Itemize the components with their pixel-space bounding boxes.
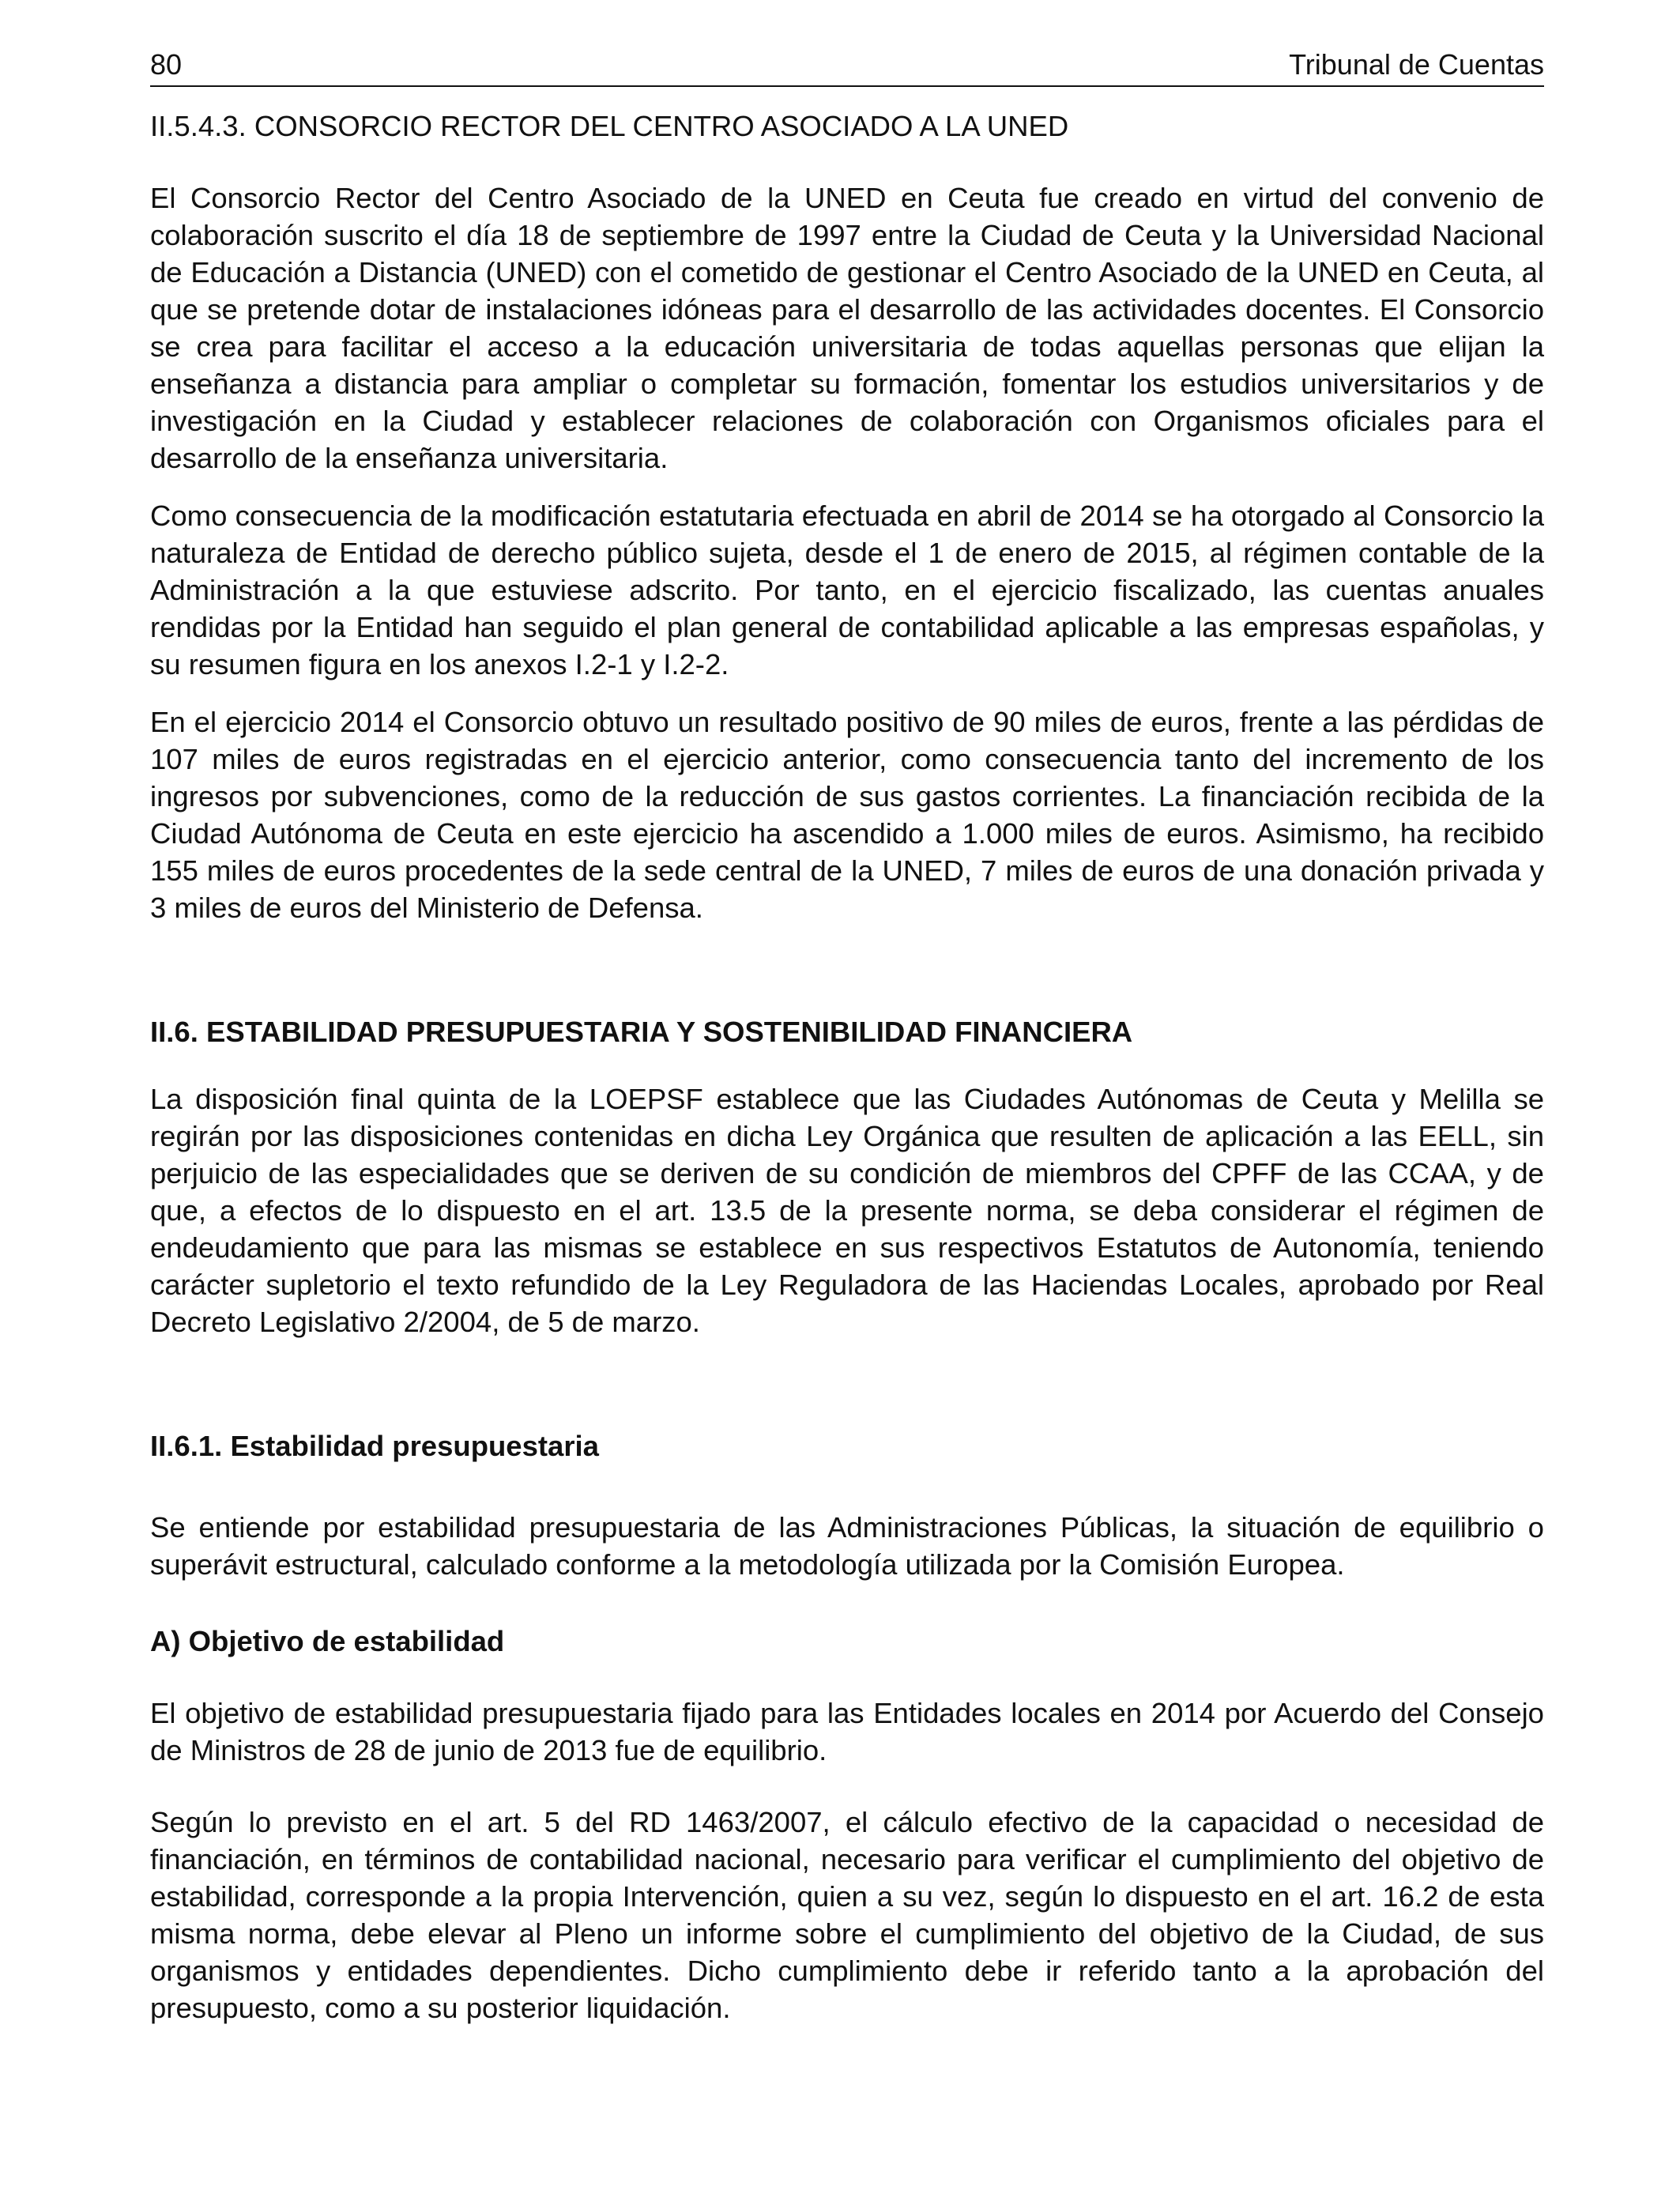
publisher-name: Tribunal de Cuentas (1289, 48, 1544, 81)
paragraph-objetivo-2: Según lo previsto en el art. 5 del RD 1463/2007, el cálculo efectivo de la capacidad o necesidad de financiación, en términos de contabilidad nacional, necesario para verificar el cumplimiento del objetivo de estabilidad, corresponde a la propia Intervención, quien a su vez, según lo dispuesto en el art. 16.2 de esta misma norma, debe elevar al Pleno un informe sobre el cumplimiento del objetivo de la Ciudad, de sus organismos y entidades dependientes. Dicho cumplimiento debe ir referido tanto a la aprobación del presupuesto, como a su posterior liquidación. (150, 1806, 1544, 2024)
document-page (150, 47, 1544, 2026)
paragraph-objetivo-1: El objetivo de estabilidad presupuestaria fijado para las Entidades locales en 2014 por Acuerdo del Consejo de Ministros de 28 de junio de 2013 fue de equilibrio. (150, 1697, 1544, 1766)
heading-objetivo-estabilidad: A) Objetivo de estabilidad (150, 1625, 505, 1657)
heading-estabilidad-sostenibilidad: II.6. ESTABILIDAD PRESUPUESTARIA Y SOSTENIBILIDAD FINANCIERA (150, 1016, 1133, 1048)
paragraph-consorcio-2: Como consecuencia de la modificación estatutaria efectuada en abril de 2014 se ha otorgado al Consorcio la naturaleza de Entidad de derecho público sujeta, desde el 1 de enero de 2015, al régimen contable de la Administración a la que estuviese adscrito. Por tanto, en el ejercicio fiscalizado, las cuentas anuales rendidas por la Entidad han seguido el plan general de contabilidad aplicable a las empresas españolas, y su resumen figura en los anexos I.2-1 y I.2-2. (150, 499, 1544, 680)
paragraph-definicion-estabilidad: Se entiende por estabilidad presupuestaria de las Administraciones Públicas, la situación de equilibrio o superávit estructural, calculado conforme a la metodología utilizada por la Comisión Europea. (150, 1511, 1544, 1581)
heading-consorcio-uned: II.5.4.3. CONSORCIO RECTOR DEL CENTRO ASOCIADO A LA UNED (150, 110, 1069, 142)
page-header (150, 47, 1544, 87)
page-number: 80 (150, 48, 183, 81)
paragraph-consorcio-1: El Consorcio Rector del Centro Asociado de la UNED en Ceuta fue creado en virtud del convenio de colaboración suscrito el día 18 de septiembre de 1997 entre la Ciudad de Ceuta y la Universidad Nacional de Educación a Distancia (UNED) con el cometido de gestionar el Centro Asociado de la UNED en Ceuta, al que se pretende dotar de instalaciones idóneas para el desarrollo de las actividades docentes. El Consorcio se crea para facilitar el acceso a la educación universitaria de todas aquellas personas que elijan la enseñanza a distancia para ampliar o completar su formación, fomentar los estudios universitarios y de investigación en la Ciudad y establecer relaciones de colaboración con Organismos oficiales para el desarrollo de la enseñanza universitaria. (150, 182, 1544, 474)
heading-estabilidad-presupuestaria: II.6.1. Estabilidad presupuestaria (150, 1430, 599, 1462)
paragraph-loepsf: La disposición final quinta de la LOEPSF establece que las Ciudades Autónomas de Ceuta y Melilla se regirán por las disposiciones contenidas en dicha Ley Orgánica que resulten de aplicación a las EELL, sin perjuicio de las especialidades que se deriven de su condición de miembros del CPFF de las CCAA, y de que, a efectos de lo dispuesto en el art. 13.5 de la presente norma, se deba considerar el régimen de endeudamiento que para las mismas se establece en sus respectivos Estatutos de Autonomía, teniendo carácter supletorio el texto refundido de la Ley Reguladora de las Haciendas Locales, aprobado por Real Decreto Legislativo 2/2004, de 5 de marzo. (150, 1083, 1544, 1338)
document-body (150, 107, 1544, 2026)
paragraph-consorcio-3: En el ejercicio 2014 el Consorcio obtuvo un resultado positivo de 90 miles de euros, frente a las pérdidas de 107 miles de euros registradas en el ejercicio anterior, como consecuencia tanto del incremento de los ingresos por subvenciones, como de la reducción de sus gastos corrientes. La financiación recibida de la Ciudad Autónoma de Ceuta en este ejercicio ha ascendido a 1.000 miles de euros. Asimismo, ha recibido 155 miles de euros procedentes de la sede central de la UNED, 7 miles de euros de una donación privada y 3 miles de euros del Ministerio de Defensa. (150, 706, 1544, 924)
